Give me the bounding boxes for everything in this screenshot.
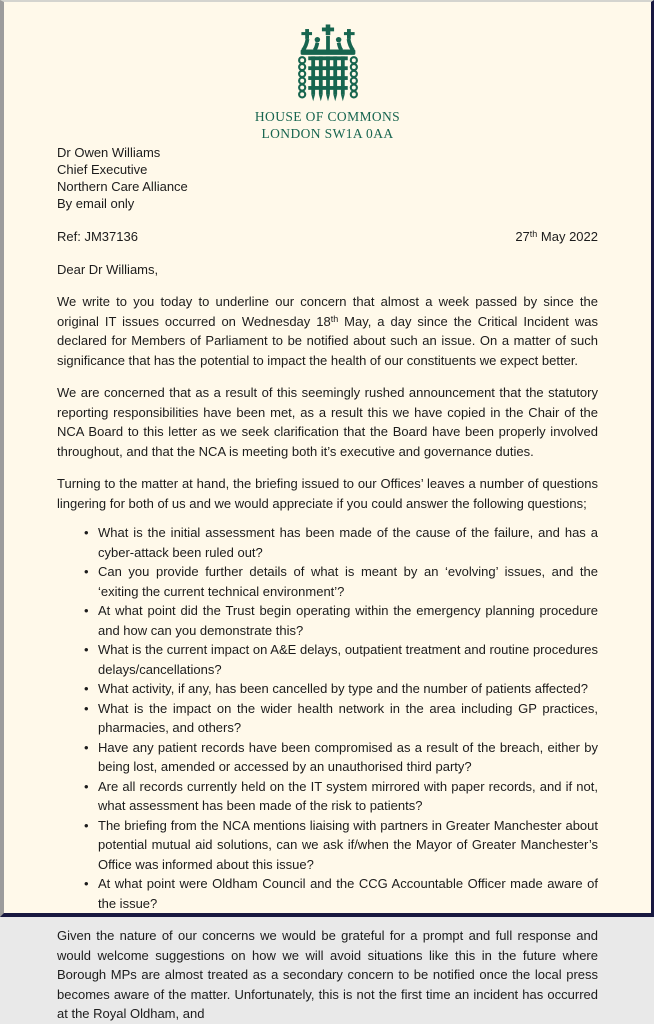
salutation: Dear Dr Williams, [57, 261, 159, 277]
closing-paragraph: Given the nature of our concerns we would be grateful for a prompt and full response and would welcome suggestions on how we will avoid situations like this in the future where Borough MPs are almost treated as a secondary concern to be notified once the local press becomes aware of the matter. Unfortunately, this is not the first time an incident has occurred at the Royal Oldham, and [57, 928, 598, 1021]
question-item: • At what point did the Trust begin operating within the emergency planning procedure and how can you demonstrate this? [57, 601, 598, 640]
question-item: • Have any patient records have been compromised as a result of the breach, either by being lost, amended or accessed by an unauthorised third party? [57, 738, 598, 777]
question-item: • What is the initial assessment has been made of the cause of the failure, and has a cyber-attack been ruled out? [57, 523, 598, 562]
recipient-organisation: Northern Care Alliance [57, 179, 188, 194]
recipient-title: Chief Executive [57, 162, 148, 177]
question-item: • Can you provide further details of what is meant by an ‘evolving’ issues, and the ‘exiting the current technical environment’? [57, 562, 598, 601]
recipient-block [57, 144, 598, 212]
question-item: • What activity, if any, has been cancelled by type and the number of patients affected? [57, 679, 598, 699]
question-item: • What is the impact on the wider health network in the area including GP practices, pharmacies, and others? [57, 699, 598, 738]
paragraph-2: We are concerned that as a result of this seemingly rushed announcement that the statutory reporting responsibilities have been met, as a result this we have copied in the Chair of the NCA Board to this letter as we seek clarification that the Board have been properly involved throughout, and that the NCA is meeting both it’s executive and governance duties. [57, 385, 598, 459]
date-ordinal: th [529, 229, 538, 239]
question-item: • What is the current impact on A&E delays, outpatient treatment and routine procedures delays/cancellations? [57, 640, 598, 679]
letterhead-org: HOUSE OF COMMONS [254, 109, 401, 124]
question-item: • At what point were Oldham Council and the CCG Accountable Officer made aware of the issue? [57, 874, 598, 913]
portcullis-icon [57, 24, 598, 104]
reference-number: Ref: JM37136 [57, 229, 138, 244]
date-ordinal: th [330, 313, 339, 324]
letterhead [57, 24, 598, 142]
questions-list [57, 523, 598, 913]
recipient-name: Dr Owen Williams [57, 145, 161, 160]
recipient-delivery-method: By email only [57, 196, 135, 211]
letterhead-address: LONDON SW1A 0AA [261, 125, 394, 141]
paragraph-3: Turning to the matter at hand, the briefing issued to our Offices’ leaves a number of questions lingering for both of us and we would appreciate if you could answer the following questions; [57, 476, 598, 511]
letter-date: 27th May 2022 [515, 229, 598, 244]
paragraph-1: We write to you today to underline our concern that almost a week passed by since the original IT issues occurred on Wednesday 18th May, a day since the Critical Incident was declared for Members of Parliament to be notified about such an issue. On a matter of such significance that has the potential to impact the health of our constituents we expect better. [57, 294, 598, 368]
question-item: • Are all records currently held on the IT system mirrored with paper records, and if not, what assessment has been made of the risk to patients? [57, 777, 598, 816]
question-item: • The briefing from the NCA mentions liaising with partners in Greater Manchester about potential mutual aid solutions, can we ask if/when the Mayor of Greater Manchester’s Office was informed about this issue? [57, 816, 598, 875]
reference-row [57, 227, 598, 247]
